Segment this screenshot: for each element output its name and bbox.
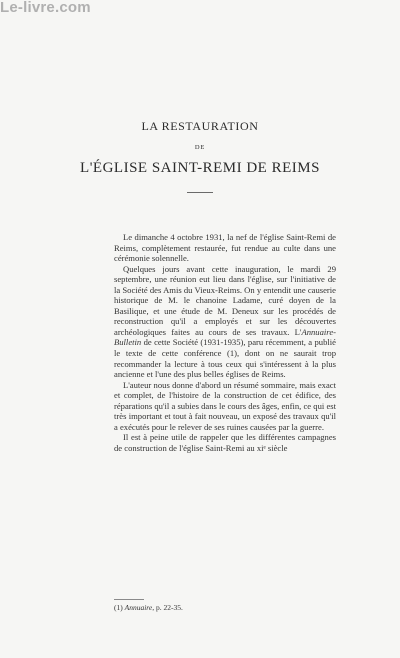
footnote (114, 603, 183, 612)
paragraph-1-text: Le dimanche 4 octobre 1931, la nef de l'église Saint-Remi de Reims, complètement restaurée, fut rendue au culte dans une cérémonie solennelle. (114, 232, 336, 264)
footnote-pages: , p. 22-35. (152, 603, 183, 612)
paragraph-2-text-b: de cette Société (1931-1935), paru récemment, a publié le texte de cette conférence (1), dont on ne saurait trop recommander la lecture à tous ceux qui s'intéressent à la plus ancienne et l'une des plus belles églises de Reims. (114, 337, 336, 380)
footnote-divider (114, 599, 144, 600)
paragraph-3 (114, 380, 336, 433)
title-divider (187, 192, 213, 193)
footnote-marker: (1) (114, 603, 125, 612)
paragraph-4 (114, 432, 336, 453)
article-body (114, 232, 336, 453)
paragraph-2-text-a: Quelques jours avant cette inauguration, le mardi 29 septembre, une réunion eut lieu dans l'église, sur l'initiative de la Société des Amis du Vieux-Reims. On y entendit une causerie historique de M. le chanoine Ladame, curé doyen de la Basilique, et une étude de M. Deneux sur les procédés de reconstruction qu'il a employés et sur les découvertes archéologiques faites au cours de ses travaux. L' (114, 263, 336, 337)
footnote-source: Annuaire (124, 603, 153, 612)
title-connector: DE (194, 144, 206, 151)
watermark: Le-livre.com (0, 0, 91, 16)
journal-title: Annuaire-Bulletin (114, 326, 336, 348)
paragraph-4-text: Il est à peine utile de rappeler que les différentes campagnes de construction de l'église Saint-Remi au xiᵉ siècle (114, 432, 336, 453)
paragraph-3-text: L'auteur nous donne d'abord un résumé sommaire, mais exact et complet, de l'histoire de la construction de cet édifice, des réparations qu'il a subies dans le cours des âges, enfin, ce qui est très important et tout à fait nouveau, un exposé des travaux qu'il a exécutés pour le relever de ses ruines causées par la guerre. (114, 379, 336, 432)
paragraph-1 (114, 232, 336, 264)
title-block (0, 118, 400, 193)
title-line-1: LA RESTAURATION (141, 119, 259, 133)
title-line-2: L'ÉGLISE SAINT-REMI DE REIMS (80, 160, 320, 176)
paragraph-2 (114, 264, 336, 380)
